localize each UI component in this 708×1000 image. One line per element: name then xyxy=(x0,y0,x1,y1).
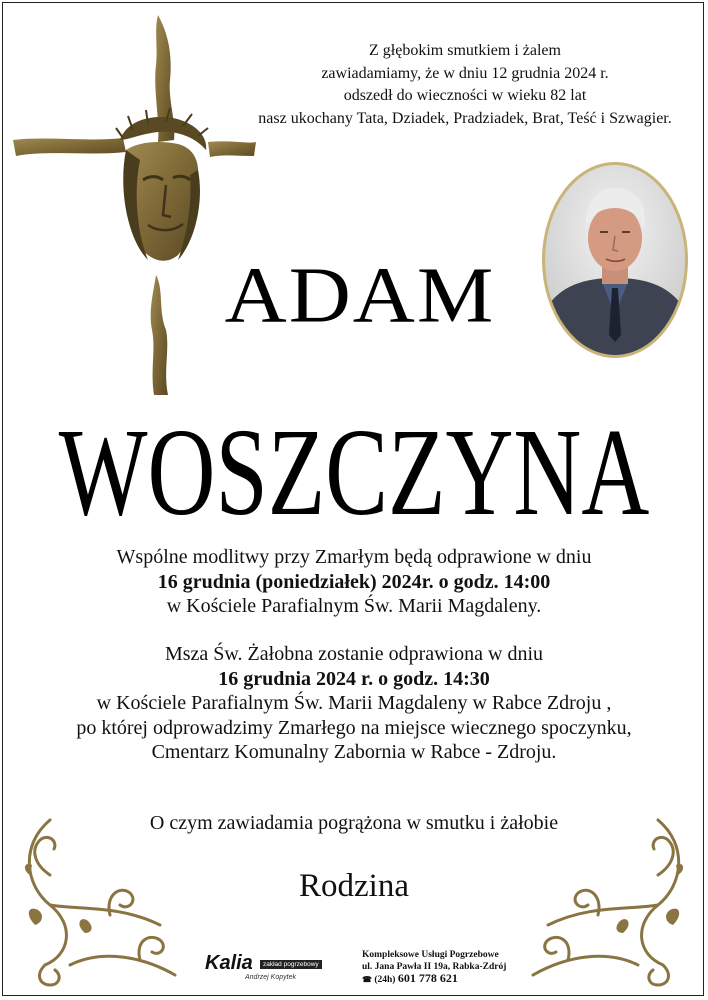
logo-owner: Andrzej Kopytek xyxy=(245,974,296,981)
mass-info xyxy=(0,642,708,765)
phone-prefix: (24h) xyxy=(374,975,396,985)
closing-line: O czym zawiadamia pogrążona w smutku i żałobie xyxy=(149,812,559,834)
prayers-line: Wspólne modlitwy przy Zmarłym będą odprawione w dniu xyxy=(116,546,592,568)
intro-line: nasz ukochany Tata, Dziadek, Pradziadek, Brat, Teść i Szwagier. xyxy=(258,109,672,127)
mass-location: w Kościele Parafialnym Św. Marii Magdaleny w Rabce Zdroju , xyxy=(96,692,612,714)
cemetery-line: Cmentarz Komunalny Zabornia w Rabce - Zdroju. xyxy=(151,741,557,763)
intro-line: zawiadamiamy, że w dniu 12 grudnia 2024 r. xyxy=(321,64,609,82)
phone-icon: ☎ xyxy=(362,975,372,984)
deceased-surname: WOSZCZYNA xyxy=(58,403,650,543)
logo-tagline: zakład pogrzebowy xyxy=(260,960,322,969)
mass-date: 16 grudnia 2024 r. o godz. 14:30 xyxy=(218,667,490,690)
crucifix-icon xyxy=(8,10,258,400)
company-name: Kompleksowe Usługi Pogrzebowe xyxy=(362,950,499,960)
funeral-home-contact xyxy=(362,950,562,987)
phone-number[interactable]: 601 778 621 xyxy=(397,971,458,985)
prayers-date: 16 grudnia (poniedziałek) 2024r. o godz. 14:00 xyxy=(157,570,551,593)
deceased-portrait xyxy=(540,160,690,360)
announcement-intro xyxy=(230,40,700,130)
signature: Rodzina xyxy=(299,868,409,904)
intro-line: Z głębokim smutkiem i żalem xyxy=(369,42,561,59)
intro-line: odszedł do wieczności w wieku 82 lat xyxy=(343,87,587,104)
deceased-first-name: ADAM xyxy=(224,250,496,340)
mass-line: po której odprowadzimy Zmarłego na miejsce wiecznego spoczynku, xyxy=(76,716,632,739)
funeral-home-logo xyxy=(205,952,365,994)
mass-line: Msza Św. Żałobna zostanie odprawiona w dniu xyxy=(164,643,544,665)
company-address: ul. Jana Pawła II 19a, Rabka-Zdrój xyxy=(362,961,507,972)
prayers-info xyxy=(0,545,708,619)
logo-name: Kalia xyxy=(205,952,253,974)
prayers-location: w Kościele Parafialnym Św. Marii Magdaleny. xyxy=(166,595,542,617)
floral-ornament-icon xyxy=(10,815,180,990)
